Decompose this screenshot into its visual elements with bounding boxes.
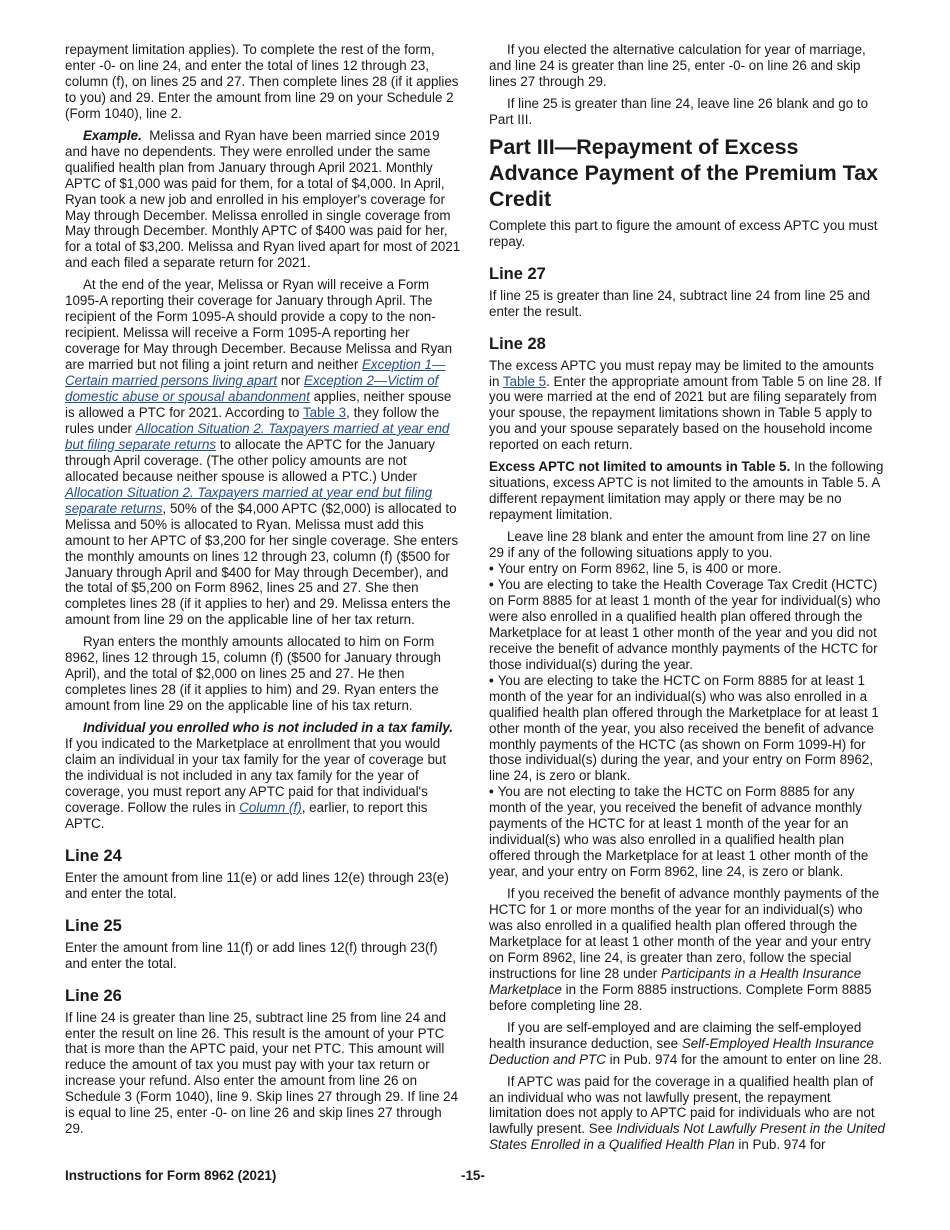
part3-intro: Complete this part to figure the amount of excess APTC you must repay. bbox=[489, 217, 878, 249]
line27-heading: Line 27 bbox=[489, 264, 546, 283]
excess-paragraph: Excess APTC not limited to amounts in Table 5. In the following situations, excess APTC is not limited to the amounts in Table 5. A different repayment limitation may apply or there may be no repayment limitation. bbox=[489, 459, 884, 523]
paragraph: If you elected the alternative calculation for year of marriage, and line 24 is greater than line 25, enter -0- on line 26 and skip lines 27 through 29. bbox=[489, 42, 866, 89]
line26-heading: Line 26 bbox=[65, 986, 122, 1005]
line28-text: The excess APTC you must repay may be limited to the amounts in Table 5. Enter the appropriate amount from Table 5 on line 28. If you were married at the end of 2021 but are filing separately from your spouse, the repayment limitations shown in Table 5 apply to you and your spouse separately based on the household income reported on each return. bbox=[489, 357, 882, 453]
bullet-icon: • bbox=[489, 561, 494, 577]
excess-heading: Excess APTC not limited to amounts in Table 5. bbox=[489, 459, 791, 475]
line26-text: If line 24 is greater than line 25, subtract line 25 from line 24 and enter the result on line 26. This result is the amount of your PTC that is more than the APTC paid, your net PTC. This amount will reduce the amount of tax you must pay with your tax return or increase your refund. Also enter the amount from line 26 on Schedule 3 (Form 1040), line 9. Skip lines 27 through 29. If line 24 is equal to line 25, enter -0- on line 26 and skip lines 27 through 29. bbox=[65, 1009, 459, 1137]
bullet-item: • You are not electing to take the HCTC on Form 8885 for any month of the year, you received the benefit of advance monthly payments of the HCTC for at least 1 month of the year for an individual(s) who was also enrolled in a qualified health plan offered through the Marketplace for at least 1 other month of the year, and your entry on Form 8962, line 24, is zero or blank. bbox=[489, 784, 869, 880]
hctc-paragraph: If you received the benefit of advance monthly payments of the HCTC for 1 or more months of the year for an individual(s) who was also enrolled in a qualified health plan offered through the Marketplace for at least 1 other month of the year and your entry on Form 8962, line 24, is greater than zero, follow the special instructions for line 28 under Participants in a Health Insurance Marketplace in the Form 8885 instructions. Complete Form 8885 before completing line 28. bbox=[489, 886, 880, 1013]
line24-heading: Line 24 bbox=[65, 846, 122, 865]
left-column bbox=[65, 42, 463, 1143]
bullet-item: • You are electing to take the Health Coverage Tax Credit (HCTC) on Form 8885 for at least 1 month of the year for individual(s) who were also enrolled in a qualified health plan offered through the Marketplace for at least 1 other month of the year and you did not receive the benefit of advance monthly payments of the HCTC for those individual(s) during the year. bbox=[489, 576, 881, 672]
individual-heading: Individual you enrolled who is not included in a tax family. bbox=[83, 720, 454, 736]
aptc-paragraph: If APTC was paid for the coverage in a qualified health plan of an individual who was not lawfully present, the repayment limitation does not apply to APTC paid for individuals who are not lawfully present. See Individuals Not Lawfully Present in the United States Enrolled in a Qualified Health Plan in Pub. 974 for bbox=[489, 1073, 885, 1153]
footer-title: Instructions for Form 8962 (2021) bbox=[65, 1168, 277, 1183]
line27-text: If line 25 is greater than line 24, subtract line 24 from line 25 and enter the result. bbox=[489, 287, 871, 319]
bullet-icon: • bbox=[489, 784, 494, 800]
bullet-item: • Your entry on Form 8962, line 5, is 400 or more. bbox=[489, 561, 782, 577]
example-heading: Example. bbox=[83, 127, 142, 143]
bullet-icon: • bbox=[489, 672, 494, 688]
line24-text: Enter the amount from line 11(e) or add lines 12(e) through 23(e) and enter the total. bbox=[65, 869, 449, 901]
example-paragraph: Example. Melissa and Ryan have been married since 2019 and have no dependents. They were enrolled under the same qualified health plan from January through April 2021. Monthly APTC of $1,000 was paid for them, for a total of $4,000. In April, Ryan took a new job and enrolled in his employer's coverage for May through December. Melissa enrolled in single coverage from May through December. Monthly APTC of $400 was paid for her, for a total of $3,200. Melissa and Ryan lived apart for most of 2021 and each filed a separate return for 2021. bbox=[65, 127, 461, 271]
part3-heading: Part III—Repayment of Excess Advance Payment of the Premium Tax Credit bbox=[489, 134, 879, 211]
exception2-link[interactable]: Exception 2—Victim of domestic abuse or spousal abandonment bbox=[65, 373, 439, 405]
individual-paragraph: Individual you enrolled who is not included in a tax family. If you indicated to the Marketplace at enrollment that you would claim an individual in your tax family for the year of coverage but the individual is not included in any tax family for the year of coverage, you must report any APTC paid for that individual's coverage. Follow the rules in Column (f), earlier, to report this APTC. bbox=[65, 720, 454, 831]
allocation-situation2-link[interactable]: Allocation Situation 2. Taxpayers married at year end but filing separate returns bbox=[65, 420, 450, 452]
example-continued-paragraph: At the end of the year, Melissa or Ryan will receive a Form 1095-A reporting their coverage for January through April. The recipient of the Form 1095-A should provide a copy to the non-recipient. Melissa will receive a Form 1095-A reporting her coverage for May through December. Because Melissa and Ryan are married but not filing a joint return and neither Exception 1—Certain married persons living apart nor Exception 2—Victim of domestic abuse or spousal abandonment applies, neither spouse is allowed a PTC for 2021. According to Table 3, they follow the rules under Allocation Situation 2. Taxpayers married at year end but filing separate returns to allocate the APTC for the January through April coverage. (The other policy amounts are not allocated because neither spouse is allowed a PTC.) Under Allocation Situation 2. Taxpayers married at year end but filing separate returns, 50% of the $4,000 APTC ($2,000) is allocated to Melissa and 50% is allocated to Ryan. Melissa must add this amount to her APTC of $3,200 for her single coverage. She enters the monthly amounts on lines 12 through 23, column (f) ($500 for January through April and $400 for May through December), and the total of $5,200 on Form 8962, lines 25 and 27. She then completes lines 28 (if it applies to her) and 29. Melissa enters the amount from line 29 on the applicable line of her tax return. bbox=[65, 277, 459, 628]
allocation-situation2-link-2[interactable]: Allocation Situation 2. Taxpayers married at year end but filing separate returns bbox=[65, 484, 433, 516]
self-employed-paragraph: If you are self-employed and are claiming the self-employed health insurance deduction, see Self-Employed Health Insurance Deduction and PTC in Pub. 974 for the amount to enter on line 28. bbox=[489, 1019, 883, 1067]
leave-blank-paragraph: Leave line 28 blank and enter the amount from line 27 on line 29 if any of the following situations apply to you. bbox=[489, 529, 871, 561]
column-f-link[interactable]: Column (f) bbox=[239, 799, 302, 815]
bullet-item: • You are electing to take the HCTC on Form 8885 for at least 1 month of the year for an individual(s) who was also enrolled in a qualified health plan offered through the Marketplace for at least 1 other month of the year, you also received the benefit of advance monthly payments of the HCTC (as shown on Form 1099-H) for those individual(s) during the year, and your entry on Form 8962, line 24, is zero or blank. bbox=[489, 672, 879, 784]
paragraph: If line 25 is greater than line 24, leave line 26 blank and go to Part III. bbox=[489, 95, 869, 127]
line25-text: Enter the amount from line 11(f) or add lines 12(f) through 23(f) and enter the total. bbox=[65, 939, 438, 971]
paragraph: repayment limitation applies). To complete the rest of the form, enter -0- on line 24, and enter the total of lines 12 through 23, column (f), on lines 25 and 27. Then complete lines 28 (if it applies to you) and 29. Enter the amount from line 29 on your Schedule 2 (Form 1040), line 2. bbox=[65, 42, 459, 121]
table3-link[interactable]: Table 3 bbox=[302, 404, 347, 420]
exception1-link[interactable]: Exception 1—Certain married persons living apart bbox=[65, 357, 446, 389]
table5-link[interactable]: Table 5 bbox=[502, 373, 547, 389]
ryan-paragraph: Ryan enters the monthly amounts allocated to him on Form 8962, lines 12 through 15, column (f) ($500 for January through April), and the total of $2,000 on lines 25 and 27. He then completes lines 28 (if it applies to him) and 29. Ryan enters the amount from line 29 on the applicable line of his tax return. bbox=[65, 634, 441, 714]
page-number: -15- bbox=[461, 1168, 485, 1183]
line25-heading: Line 25 bbox=[65, 916, 122, 935]
line28-heading: Line 28 bbox=[489, 334, 546, 353]
bullet-icon: • bbox=[489, 576, 494, 592]
right-column bbox=[489, 42, 887, 1159]
